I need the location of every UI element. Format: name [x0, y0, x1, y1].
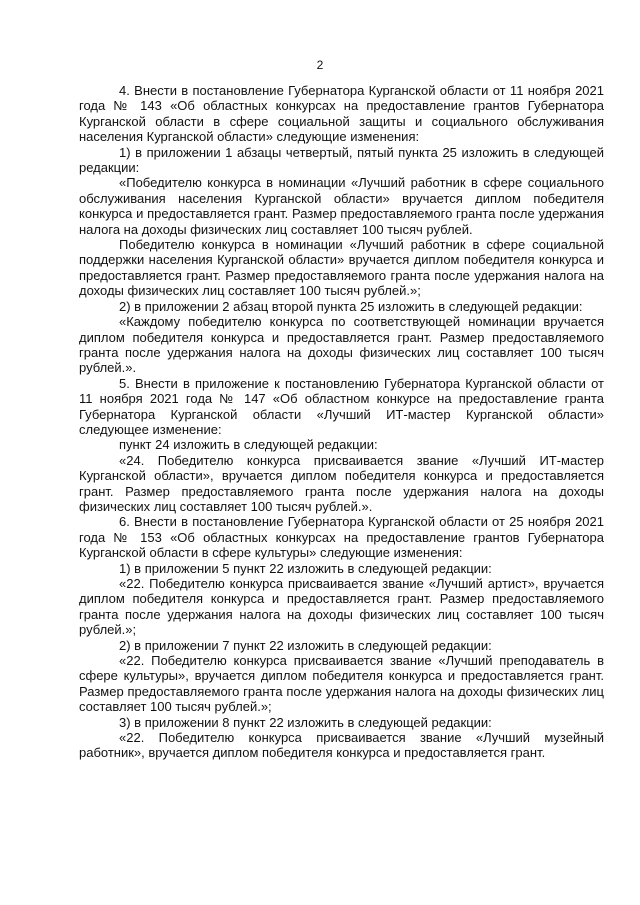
document-body — [79, 83, 604, 761]
paragraph: 3) в приложении 8 пункт 22 изложить в следующей редакции: — [119, 714, 492, 730]
paragraph: пункт 24 изложить в следующей редакции: — [119, 437, 378, 453]
paragraph: 1) в приложении 5 пункт 22 изложить в следующей редакции: — [119, 560, 492, 576]
paragraph: «22. Победителю конкурса присваивается звание «Лучший артист», вручается диплом победителя конкурса и предоставляется грант. Размер предоставляемого гранта после удержания налога на доходы физических лиц составляет 100 тысяч рублей.»; — [79, 576, 604, 638]
paragraph: «22. Победителю конкурса присваивается звание «Лучший музейный работник», вручается диплом победителя конкурса и предоставляется грант. — [79, 730, 604, 761]
paragraph: Победителю конкурса в номинации «Лучший работник в сфере социальной поддержки населения Курганской области» вручается диплом победителя конкурса и предоставляется грант. Размер предоставляемого гранта после удержания налога на доходы физических лиц составляет 100 тысяч рублей.»; — [79, 237, 604, 299]
paragraph: 2) в приложении 2 абзац второй пункта 25 изложить в следующей редакции: — [119, 298, 583, 314]
paragraph: 5. Внести в приложение к постановлению Губернатора Курганской области от 11 ноября 2021 года № 147 «Об областном конкурсе на предоставление гранта Губернатора Курганской области «Лучший ИТ-мастер Курганской области» следующее изменение: — [79, 375, 604, 437]
paragraph: «22. Победителю конкурса присваивается звание «Лучший преподаватель в сфере культуры», вручается диплом победителя конкурса и предоставляется грант. Размер предоставляемого гранта после удержания налога на доходы физических лиц составляет 100 тысяч рублей.»; — [79, 653, 604, 715]
paragraph: «Каждому победителю конкурса по соответствующей номинации вручается диплом победителя конкурса и предоставляется грант. Размер предоставляемого гранта после удержания налога на доходы физических лиц составляет 100 тысяч рублей.». — [79, 314, 604, 376]
paragraph: «24. Победителю конкурса присваивается звание «Лучший ИТ-мастер Курганской области», вручается диплом победителя конкурса и предоставляется грант. Размер предоставляемого гранта после удержания налога на доходы физических лиц составляет 100 тысяч рублей.». — [79, 452, 604, 514]
paragraph: 1) в приложении 1 абзацы четвертый, пятый пункта 25 изложить в следующей редакции: — [79, 144, 604, 176]
page-number: 2 — [316, 58, 324, 72]
paragraph: 2) в приложении 7 пункт 22 изложить в следующей редакции: — [119, 637, 492, 653]
paragraph: «Победителю конкурса в номинации «Лучший работник в сфере социального обслуживания населения Курганской области» вручается диплом победителя конкурса и предоставляется грант. Размер предоставляемого гранта после удержания налога на доходы физических лиц составляет 100 тысяч рублей. — [79, 175, 604, 237]
paragraph: 4. Внести в постановление Губернатора Курганской области от 11 ноября 2021 года № 143 «Об областных конкурсах на предоставление грантов Губернатора Курганской области в сфере социальной защиты и социального обслуживания населения Курганской области» следующие изменения: — [79, 83, 604, 145]
paragraph: 6. Внести в постановление Губернатора Курганской области от 25 ноября 2021 года № 153 «Об областных конкурсах на предоставление грантов Губернатора Курганской области в сфере культуры» следующие изменения: — [79, 514, 604, 561]
